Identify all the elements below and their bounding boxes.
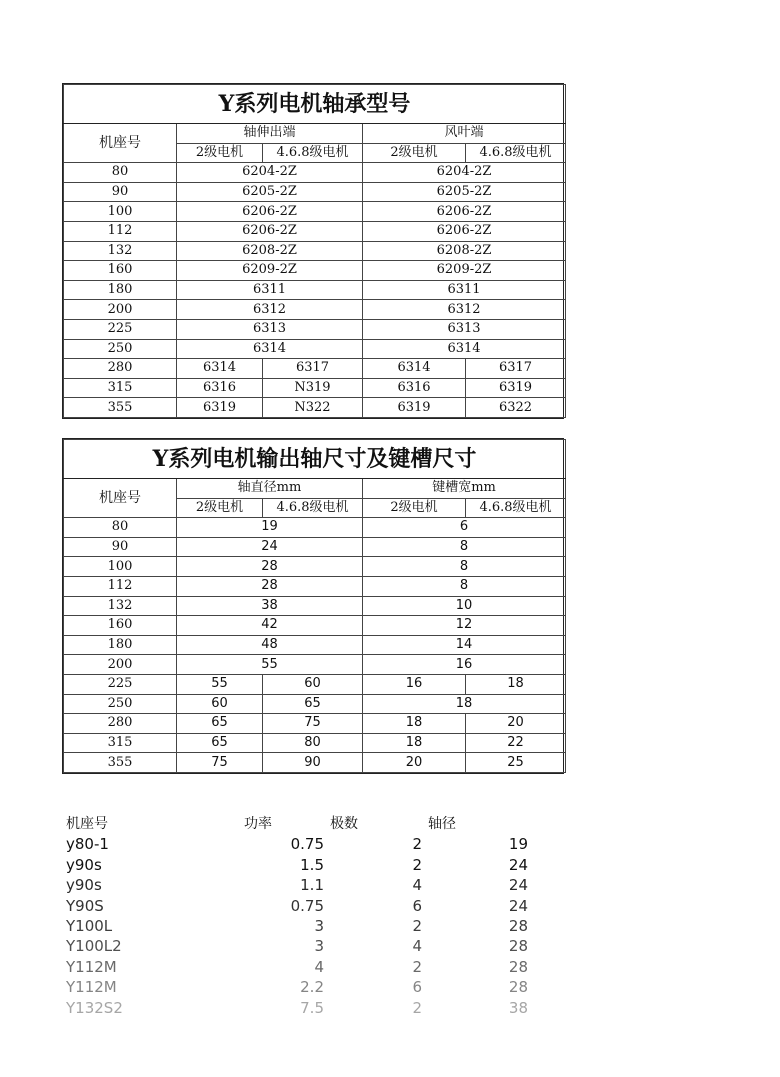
- sub-header-2pole: 2级电机: [390, 144, 438, 160]
- value-cell: [363, 655, 566, 675]
- table-row: [64, 378, 566, 398]
- value: 14: [455, 637, 473, 653]
- list-item: [66, 834, 528, 854]
- frame-size: 90: [111, 539, 129, 555]
- frame-size: 160: [107, 617, 133, 633]
- value: 18: [405, 735, 423, 751]
- value: 42: [261, 617, 278, 633]
- value: 6205-2Z: [242, 184, 297, 200]
- table-row: [64, 674, 566, 694]
- motor-poles: 2: [412, 916, 422, 935]
- table-row: [64, 655, 566, 675]
- value: 28: [261, 558, 278, 574]
- value-cell: [263, 378, 363, 398]
- value-cell: [177, 241, 363, 261]
- motor-poles: 4: [412, 876, 422, 895]
- list-item: [66, 957, 528, 977]
- frame-cell: [64, 319, 177, 339]
- motor-list: [66, 814, 528, 1018]
- value-cell: [466, 398, 566, 418]
- frame-size: 200: [107, 301, 133, 317]
- frame-cell: [64, 300, 177, 320]
- value-cell: [177, 319, 363, 339]
- value-cell: [363, 241, 566, 261]
- value-cell: [263, 714, 363, 734]
- value-cell: [363, 319, 566, 339]
- sub-header-cell: [263, 143, 363, 163]
- value: 18: [507, 676, 524, 692]
- value-cell: [177, 202, 363, 222]
- value-cell: [177, 518, 363, 538]
- value-cell: [177, 280, 363, 300]
- frame-cell: [64, 616, 177, 636]
- frame-size: 180: [107, 637, 133, 653]
- value: 20: [405, 754, 423, 770]
- sub-header-2pole: 2级电机: [195, 144, 244, 160]
- group-a-header: 轴直径mm: [237, 480, 302, 496]
- value-cell: [363, 221, 566, 241]
- value: 18: [455, 695, 473, 711]
- frame-cell: [64, 576, 177, 596]
- value-cell: [363, 378, 466, 398]
- value-cell: [363, 576, 566, 596]
- motor-model: Y100L: [66, 916, 113, 935]
- value-cell: [363, 359, 466, 379]
- frame-size: 250: [107, 340, 133, 356]
- value-cell: [177, 221, 363, 241]
- value: 6313: [252, 321, 287, 337]
- value-cell: [177, 576, 363, 596]
- value: 80: [304, 735, 321, 751]
- list-item: [66, 998, 528, 1018]
- motor-poles: 6: [412, 978, 422, 997]
- value-cell: [363, 182, 566, 202]
- table-title-cell: [64, 85, 566, 124]
- frame-size: 280: [107, 360, 133, 376]
- motor-shaft: 28: [508, 937, 528, 956]
- value: 8: [459, 558, 469, 574]
- value-cell: [363, 280, 566, 300]
- motor-model: Y112M: [66, 978, 117, 997]
- value-cell: [177, 378, 263, 398]
- value-cell: [177, 714, 263, 734]
- frame-size: 132: [107, 242, 133, 258]
- value: 6319: [397, 399, 431, 415]
- motor-power: 3: [314, 937, 324, 956]
- table-row: [64, 182, 566, 202]
- frame-header-cell: [64, 124, 177, 163]
- value: 28: [261, 578, 278, 594]
- value: 6311: [252, 282, 287, 298]
- value: N319: [294, 380, 331, 396]
- frame-header: 机座号: [99, 490, 141, 507]
- value: 24: [261, 539, 278, 555]
- table-row: [64, 339, 566, 359]
- value: 22: [507, 735, 524, 751]
- table-row: [64, 300, 566, 320]
- value: N322: [294, 399, 331, 415]
- value: 60: [304, 676, 321, 692]
- value-cell: [363, 300, 566, 320]
- motor-poles: 4: [412, 937, 422, 956]
- sub-header-468pole: 4.6.8级电机: [276, 144, 349, 160]
- motor-poles: 6: [412, 896, 422, 915]
- motor-shaft: 28: [508, 916, 528, 935]
- list-header-shaft: 轴径: [428, 816, 456, 832]
- value: 6322: [498, 399, 533, 415]
- value: 6206-2Z: [242, 223, 297, 239]
- table-row: [64, 261, 566, 281]
- sub-header-2pole: 2级电机: [195, 499, 244, 515]
- value-cell: [177, 694, 263, 714]
- value: 6314: [397, 360, 431, 376]
- motor-shaft: 24: [508, 855, 528, 874]
- value-cell: [177, 339, 363, 359]
- table-row: [64, 694, 566, 714]
- frame-size: 80: [111, 519, 129, 535]
- value-cell: [363, 163, 566, 183]
- frame-cell: [64, 339, 177, 359]
- value: 6319: [498, 380, 533, 396]
- frame-size: 112: [107, 578, 133, 594]
- table-row: [64, 518, 566, 538]
- value: 60: [211, 695, 228, 711]
- frame-size: 80: [111, 164, 129, 180]
- motor-power: 2.2: [300, 978, 324, 997]
- motor-model: y90s: [66, 876, 102, 895]
- list-item: [66, 875, 528, 895]
- value-cell: [363, 518, 566, 538]
- motor-shaft: 28: [508, 978, 528, 997]
- value: 6314: [202, 360, 237, 376]
- frame-cell: [64, 596, 177, 616]
- value-cell: [177, 733, 263, 753]
- value: 6208-2Z: [242, 242, 297, 258]
- frame-size: 132: [107, 597, 133, 613]
- frame-cell: [64, 557, 177, 577]
- frame-cell: [64, 674, 177, 694]
- table-row: [64, 319, 566, 339]
- table-row: [64, 398, 566, 418]
- motor-model: Y90S: [66, 896, 104, 915]
- value-cell: [363, 398, 466, 418]
- table-row: [64, 163, 566, 183]
- value: 6311: [447, 282, 481, 298]
- sub-header-cell: [177, 143, 263, 163]
- motor-power: 1.5: [300, 855, 324, 874]
- value: 75: [304, 715, 321, 731]
- table-row: [64, 635, 566, 655]
- frame-cell: [64, 261, 177, 281]
- frame-cell: [64, 655, 177, 675]
- value-cell: [177, 753, 263, 773]
- value-cell: [363, 733, 466, 753]
- value-cell: [177, 398, 263, 418]
- value-cell: [466, 733, 566, 753]
- motor-model: Y100L2: [66, 937, 122, 956]
- group-b-header: 键槽宽mm: [432, 480, 496, 496]
- value-cell: [177, 616, 363, 636]
- list-item: [66, 896, 528, 916]
- list-item: [66, 936, 528, 956]
- value-cell: [177, 674, 263, 694]
- value: 12: [455, 617, 473, 633]
- value-cell: [466, 714, 566, 734]
- frame-size: 200: [107, 656, 133, 672]
- sub-header-cell: [466, 498, 566, 518]
- value: 6205-2Z: [436, 184, 492, 200]
- frame-cell: [64, 202, 177, 222]
- list-header: [66, 814, 496, 834]
- value: 6316: [202, 380, 237, 396]
- value-cell: [363, 261, 566, 281]
- value-cell: [263, 753, 363, 773]
- table-row: [64, 537, 566, 557]
- list-header-frame: 机座号: [66, 816, 108, 832]
- motor-power: 0.75: [290, 835, 324, 854]
- frame-cell: [64, 733, 177, 753]
- list-header-power: 功率: [244, 816, 272, 832]
- value-cell: [177, 300, 363, 320]
- value: 55: [211, 676, 228, 692]
- motor-power: 1.1: [300, 876, 324, 895]
- value-cell: [177, 163, 363, 183]
- frame-cell: [64, 518, 177, 538]
- value: 6204-2Z: [436, 164, 492, 180]
- list-item: [66, 977, 528, 997]
- motor-shaft: 24: [508, 896, 528, 915]
- frame-size: 160: [107, 262, 133, 278]
- value-cell: [363, 202, 566, 222]
- frame-size: 180: [107, 282, 133, 298]
- motor-power: 3: [314, 916, 324, 935]
- sub-header-468pole: 4.6.8级电机: [479, 499, 552, 515]
- value: 25: [507, 754, 524, 770]
- frame-header-cell: [64, 479, 177, 518]
- value: 6316: [397, 380, 431, 396]
- value-cell: [263, 733, 363, 753]
- sub-header-2pole: 2级电机: [390, 499, 438, 515]
- value: 8: [459, 539, 469, 555]
- value-cell: [363, 596, 566, 616]
- motor-power: 7.5: [300, 998, 324, 1017]
- value-cell: [363, 616, 566, 636]
- frame-size: 100: [107, 203, 133, 219]
- table-row: [64, 576, 566, 596]
- motor-model: y90s: [66, 855, 102, 874]
- sub-header-cell: [466, 143, 566, 163]
- value-cell: [363, 537, 566, 557]
- sub-header-cell: [263, 498, 363, 518]
- value-cell: [466, 378, 566, 398]
- table-title: Y系列电机轴承型号: [218, 91, 411, 117]
- motor-power: 0.75: [290, 896, 324, 915]
- value: 6314: [447, 340, 481, 356]
- value-cell: [177, 635, 363, 655]
- value-cell: [177, 537, 363, 557]
- value: 20: [507, 715, 524, 731]
- sub-header-cell: [363, 143, 466, 163]
- table-row: [64, 714, 566, 734]
- value: 8: [459, 578, 469, 594]
- value-cell: [263, 359, 363, 379]
- value-cell: [363, 635, 566, 655]
- value: 6312: [447, 301, 481, 317]
- value: 6206-2Z: [436, 203, 492, 219]
- value-cell: [466, 753, 566, 773]
- value: 10: [455, 597, 473, 613]
- sub-header-cell: [177, 498, 263, 518]
- value: 6204-2Z: [242, 164, 297, 180]
- table-row: [64, 557, 566, 577]
- group-b-cell: [363, 124, 566, 144]
- value-cell: [177, 182, 363, 202]
- group-a-cell: [177, 479, 363, 499]
- value-cell: [363, 694, 566, 714]
- frame-cell: [64, 537, 177, 557]
- list-item: [66, 916, 528, 936]
- motor-poles: 2: [412, 835, 422, 854]
- value: 6314: [252, 340, 287, 356]
- frame-size: 315: [107, 735, 133, 751]
- value-cell: [177, 557, 363, 577]
- frame-cell: [64, 359, 177, 379]
- table-title-cell: [64, 440, 566, 479]
- value-cell: [363, 557, 566, 577]
- frame-size: 100: [107, 558, 133, 574]
- motor-model: Y112M: [66, 957, 117, 976]
- table-row: [64, 616, 566, 636]
- value: 6317: [295, 360, 330, 376]
- value-cell: [466, 674, 566, 694]
- motor-shaft: 38: [508, 998, 528, 1017]
- frame-cell: [64, 280, 177, 300]
- value: 6319: [202, 399, 237, 415]
- frame-header: 机座号: [99, 135, 141, 152]
- frame-cell: [64, 163, 177, 183]
- value-cell: [363, 753, 466, 773]
- value: 18: [405, 715, 423, 731]
- table-row: [64, 221, 566, 241]
- frame-cell: [64, 694, 177, 714]
- frame-cell: [64, 398, 177, 418]
- value: 6209-2Z: [242, 262, 297, 278]
- value: 6209-2Z: [436, 262, 492, 278]
- motor-shaft: 19: [508, 835, 528, 854]
- motor-power: 4: [314, 957, 324, 976]
- frame-cell: [64, 753, 177, 773]
- table-row: [64, 202, 566, 222]
- table-row: [64, 596, 566, 616]
- sub-header-468pole: 4.6.8级电机: [479, 144, 552, 160]
- group-b-cell: [363, 479, 566, 499]
- frame-cell: [64, 182, 177, 202]
- value-cell: [263, 398, 363, 418]
- value: 6317: [498, 360, 533, 376]
- value-cell: [263, 694, 363, 714]
- frame-size: 355: [107, 399, 133, 415]
- value-cell: [466, 359, 566, 379]
- value: 65: [211, 735, 228, 751]
- frame-size: 315: [107, 380, 133, 396]
- value: 65: [211, 715, 228, 731]
- group-b-header: 风叶端: [444, 125, 484, 141]
- value: 75: [211, 754, 228, 770]
- table-row: [64, 753, 566, 773]
- value: 48: [261, 637, 278, 653]
- value: 6206-2Z: [242, 203, 297, 219]
- value: 16: [455, 656, 473, 672]
- value-cell: [363, 339, 566, 359]
- table-row: [64, 733, 566, 753]
- sub-header-468pole: 4.6.8级电机: [276, 499, 349, 515]
- value: 38: [261, 597, 278, 613]
- value-cell: [177, 655, 363, 675]
- frame-cell: [64, 241, 177, 261]
- value-cell: [363, 674, 466, 694]
- motor-poles: 2: [412, 855, 422, 874]
- table-row: [64, 280, 566, 300]
- frame-size: 112: [107, 223, 133, 239]
- table-title: Y系列电机输出轴尺寸及键槽尺寸: [152, 446, 477, 472]
- value: 90: [304, 754, 321, 770]
- value: 6313: [447, 321, 481, 337]
- value: 6206-2Z: [436, 223, 492, 239]
- value-cell: [177, 359, 263, 379]
- group-a-cell: [177, 124, 363, 144]
- frame-cell: [64, 714, 177, 734]
- table-row: [64, 241, 566, 261]
- value-cell: [177, 596, 363, 616]
- motor-shaft: 28: [508, 957, 528, 976]
- value: 55: [261, 656, 278, 672]
- value: 19: [261, 519, 278, 535]
- motor-model: y80-1: [66, 835, 109, 854]
- frame-cell: [64, 635, 177, 655]
- value-cell: [263, 674, 363, 694]
- sub-header-cell: [363, 498, 466, 518]
- frame-size: 280: [107, 715, 133, 731]
- frame-size: 225: [107, 676, 133, 692]
- bearing-table: [62, 83, 564, 419]
- list-item: [66, 855, 528, 875]
- motor-model: Y132S2: [66, 998, 123, 1017]
- frame-size: 225: [107, 321, 133, 337]
- frame-cell: [64, 378, 177, 398]
- frame-cell: [64, 221, 177, 241]
- value: 65: [304, 695, 321, 711]
- shaft-keyway-table: [62, 438, 564, 774]
- motor-shaft: 24: [508, 876, 528, 895]
- list-header-poles: 极数: [330, 816, 358, 832]
- table-row: [64, 359, 566, 379]
- frame-size: 250: [107, 695, 133, 711]
- value: 6: [459, 519, 469, 535]
- frame-size: 90: [111, 184, 129, 200]
- value: 16: [405, 676, 423, 692]
- value: 6208-2Z: [436, 242, 492, 258]
- value-cell: [363, 714, 466, 734]
- group-a-header: 轴伸出端: [243, 125, 296, 141]
- motor-poles: 2: [412, 998, 422, 1017]
- value: 6312: [252, 301, 287, 317]
- motor-poles: 2: [412, 957, 422, 976]
- value-cell: [177, 261, 363, 281]
- frame-size: 355: [107, 754, 133, 770]
